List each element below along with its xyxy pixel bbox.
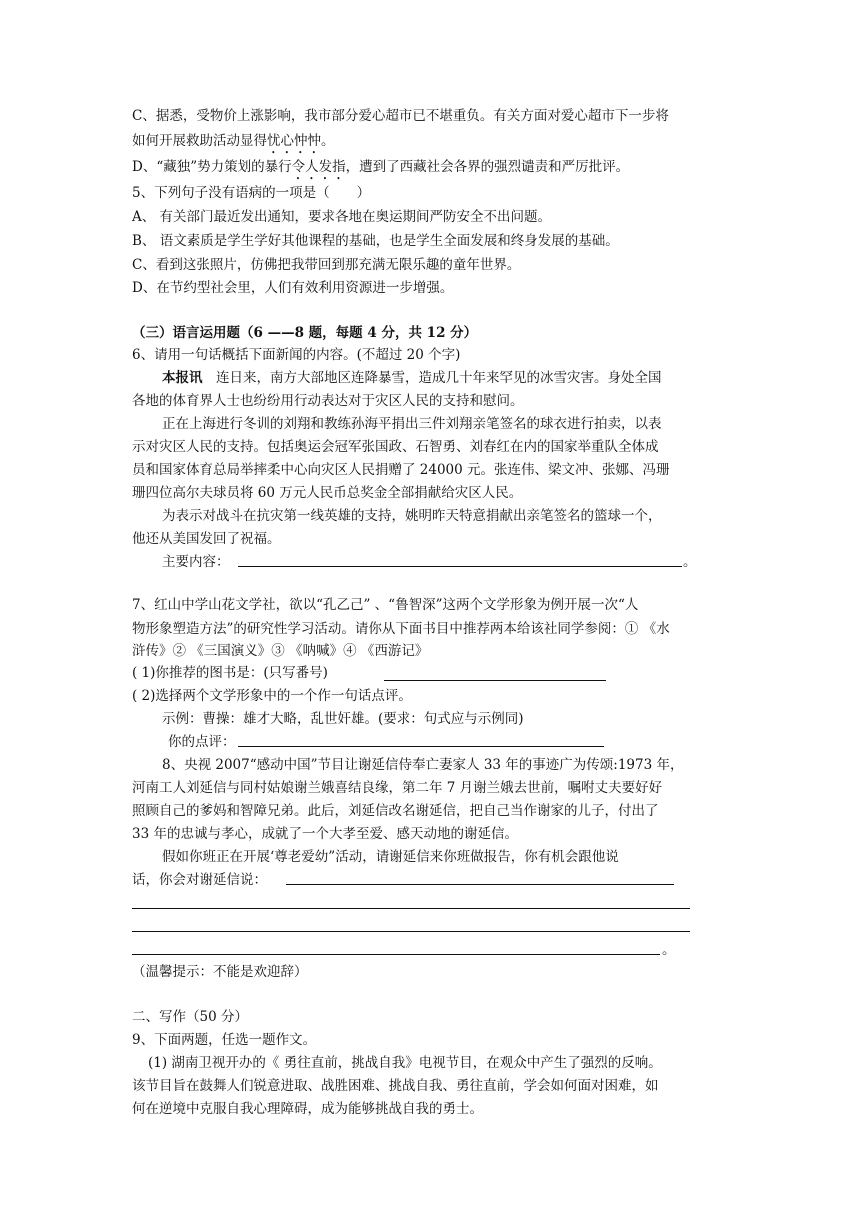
q6-answer-end: 。 xyxy=(683,554,697,570)
q6-answer-label: 主要内容： xyxy=(162,554,230,570)
q7-stem-line2: 物形象塑造方法”的研究性学习活动。请你从下面书目中推荐两本给该社同学参阅：① 《水 xyxy=(132,621,670,637)
q4c-text-post: 。 xyxy=(321,133,335,149)
q6-news-p2-line3: 员和国家体育总局举摔柔中心向灾区人民捐赠了 24000 元。张连伟、梁文冲、张娜、冯珊 xyxy=(132,462,670,478)
q8-stem-line6: 话，你会对谢延信说： xyxy=(132,872,267,888)
q8-stem-line4: 33 年的忠诚与孝心，成就了一个大孝至爱、感天动地的谢延信。 xyxy=(132,826,518,842)
writing-q9: 9、下面两题，任选一题作文。 xyxy=(132,1032,317,1048)
q5-option-c: C、看到这张照片，仿佛把我带回到那充满无限乐趣的童年世界。 xyxy=(132,257,521,273)
q7-comment-label: 你的点评： xyxy=(168,734,236,750)
q7-comment-line[interactable] xyxy=(238,746,604,747)
q6-news-p1-text: 连日来，南方大部地区连降暴雪，造成几十年来罕见的冰雪灾害。身处全国 xyxy=(202,370,662,386)
section3-heading: （三）语言运用题（6 ——8 题，每题 4 分，共 12 分） xyxy=(132,325,478,341)
q8-answer-line1[interactable] xyxy=(286,884,674,885)
q4d-dotted-idiom: 令人发指 xyxy=(291,159,346,175)
q4-option-d xyxy=(132,157,629,183)
q7-example: 示例：曹操：雄才大略，乱世奸雄。(要求：句式应与示例同) xyxy=(162,711,524,727)
q7-sub1-answer-line[interactable] xyxy=(384,680,606,681)
q8-stem-line3: 照顾自己的爹妈和智障兄弟。此后，刘延信改名谢延信，把自己当作谢家的儿子，付出了 xyxy=(132,803,659,819)
q5-option-a: A、 有关部门最近发出通知，要求各地在奥运期间严防安全不出问题。 xyxy=(132,209,552,225)
q7-stem-line3: 浒传》② 《三国演义》③ 《呐喊》④ 《西游记》 xyxy=(132,643,429,659)
q8-stem-line5: 假如你班正在开展‘尊老爱幼”活动，请谢延信来你班做报告，你有机会跟他说 xyxy=(162,849,619,865)
q8-answer-end: 。 xyxy=(662,942,676,958)
q5-option-b: B、 语文素质是学生学好其他课程的基础，也是学生全面发展和终身发展的基础。 xyxy=(132,233,619,249)
writing-heading: 二、写作（50 分） xyxy=(132,1009,248,1025)
q8-tip: （温馨提示：不能是欢迎辞） xyxy=(132,964,308,980)
q6-news-p3-line2: 他还从美国发回了祝福。 xyxy=(132,531,281,547)
q4-option-c-line1: C、据悉，受物价上涨影响，我市部分爱心超市已不堪重负。有关方面对爱心超市下一步将 xyxy=(132,108,669,124)
q7-sub2: ( 2)选择两个文学形象中的一个作一句话点评。 xyxy=(132,688,412,704)
writing-topic1-line1: (1) 湖南卫视开办的《 勇往直前，挑战自我》电视节目，在观众中产生了强烈的反响。 xyxy=(148,1055,662,1071)
writing-topic1-line2: 该节目旨在鼓舞人们锐意进取、战胜困难、挑战自我、勇往直前，学会如何面对困难，如 xyxy=(132,1078,659,1094)
q7-sub1: ( 1)你推荐的图书是：(只写番号) xyxy=(132,665,328,681)
q4d-text-post: ，遭到了西藏社会各界的强烈谴责和严厉批评。 xyxy=(345,159,630,175)
q4c-text-pre: 如何开展救助活动显得 xyxy=(132,133,267,149)
q5-stem: 5、下列句子没有语病的一项是（ ） xyxy=(132,185,371,201)
q6-news-p1-line1 xyxy=(162,368,662,388)
q8-answer-line2[interactable] xyxy=(132,908,690,909)
q6-news-p3-line1: 为表示对战斗在抗灾第一线英雄的支持，姚明昨天特意捐献出亲笔签名的篮球一个， xyxy=(162,508,662,524)
q7-stem-line1: 7、红山中学山花文学社，欲以“孔乙己” 、“鲁智深”这两个文学形象为例开展一次“人 xyxy=(132,597,639,613)
q6-news-p1-line2: 各地的体育界人士也纷纷用行动表达对于灾区人民的支持和慰问。 xyxy=(132,393,524,409)
q6-answer-line[interactable] xyxy=(238,566,682,567)
q8-stem-line1: 8、央视 2007“感动中国”节目让谢延信侍奉亡妻家人 33 年的事迹广为传颂:1973 年， xyxy=(162,757,684,773)
q6-news-p2-line2: 示对灾区人民的支持。包括奥运会冠军张国政、石智勇、刘春红在内的国家举重队全体成 xyxy=(132,439,659,455)
q8-answer-line4[interactable] xyxy=(132,954,660,955)
q6-news-p2-line1: 正在上海进行冬训的刘翔和教练孙海平捐出三件刘翔亲笔签名的球衣进行拍卖，以表 xyxy=(162,416,662,432)
q8-stem-line2: 河南工人刘延信与同村姑娘谢兰娥喜结良缘，第二年 7 月谢兰娥去世前，嘱咐丈夫要好好 xyxy=(132,780,663,796)
q4c-dotted-idiom: 忧心忡忡 xyxy=(267,133,321,149)
writing-topic1-line3: 何在逆境中克服自我心理障碍，成为能够挑战自我的勇士。 xyxy=(132,1101,483,1117)
q5-option-d: D、在节约型社会里，人们有效利用资源进一步增强。 xyxy=(132,280,454,296)
q6-news-lead: 本报讯 xyxy=(162,370,203,386)
q4d-text-pre: D、“藏独”势力策划的暴行 xyxy=(132,159,292,175)
q6-stem: 6、请用一句话概括下面新闻的内容。(不超过 20 个字) xyxy=(132,347,461,363)
q8-answer-line3[interactable] xyxy=(132,931,690,932)
q6-news-p2-line4: 珊四位高尔夫球员将 60 万元人民币总奖金全部捐献给灾区人民。 xyxy=(132,485,523,501)
q4-option-c-line2 xyxy=(132,131,335,157)
